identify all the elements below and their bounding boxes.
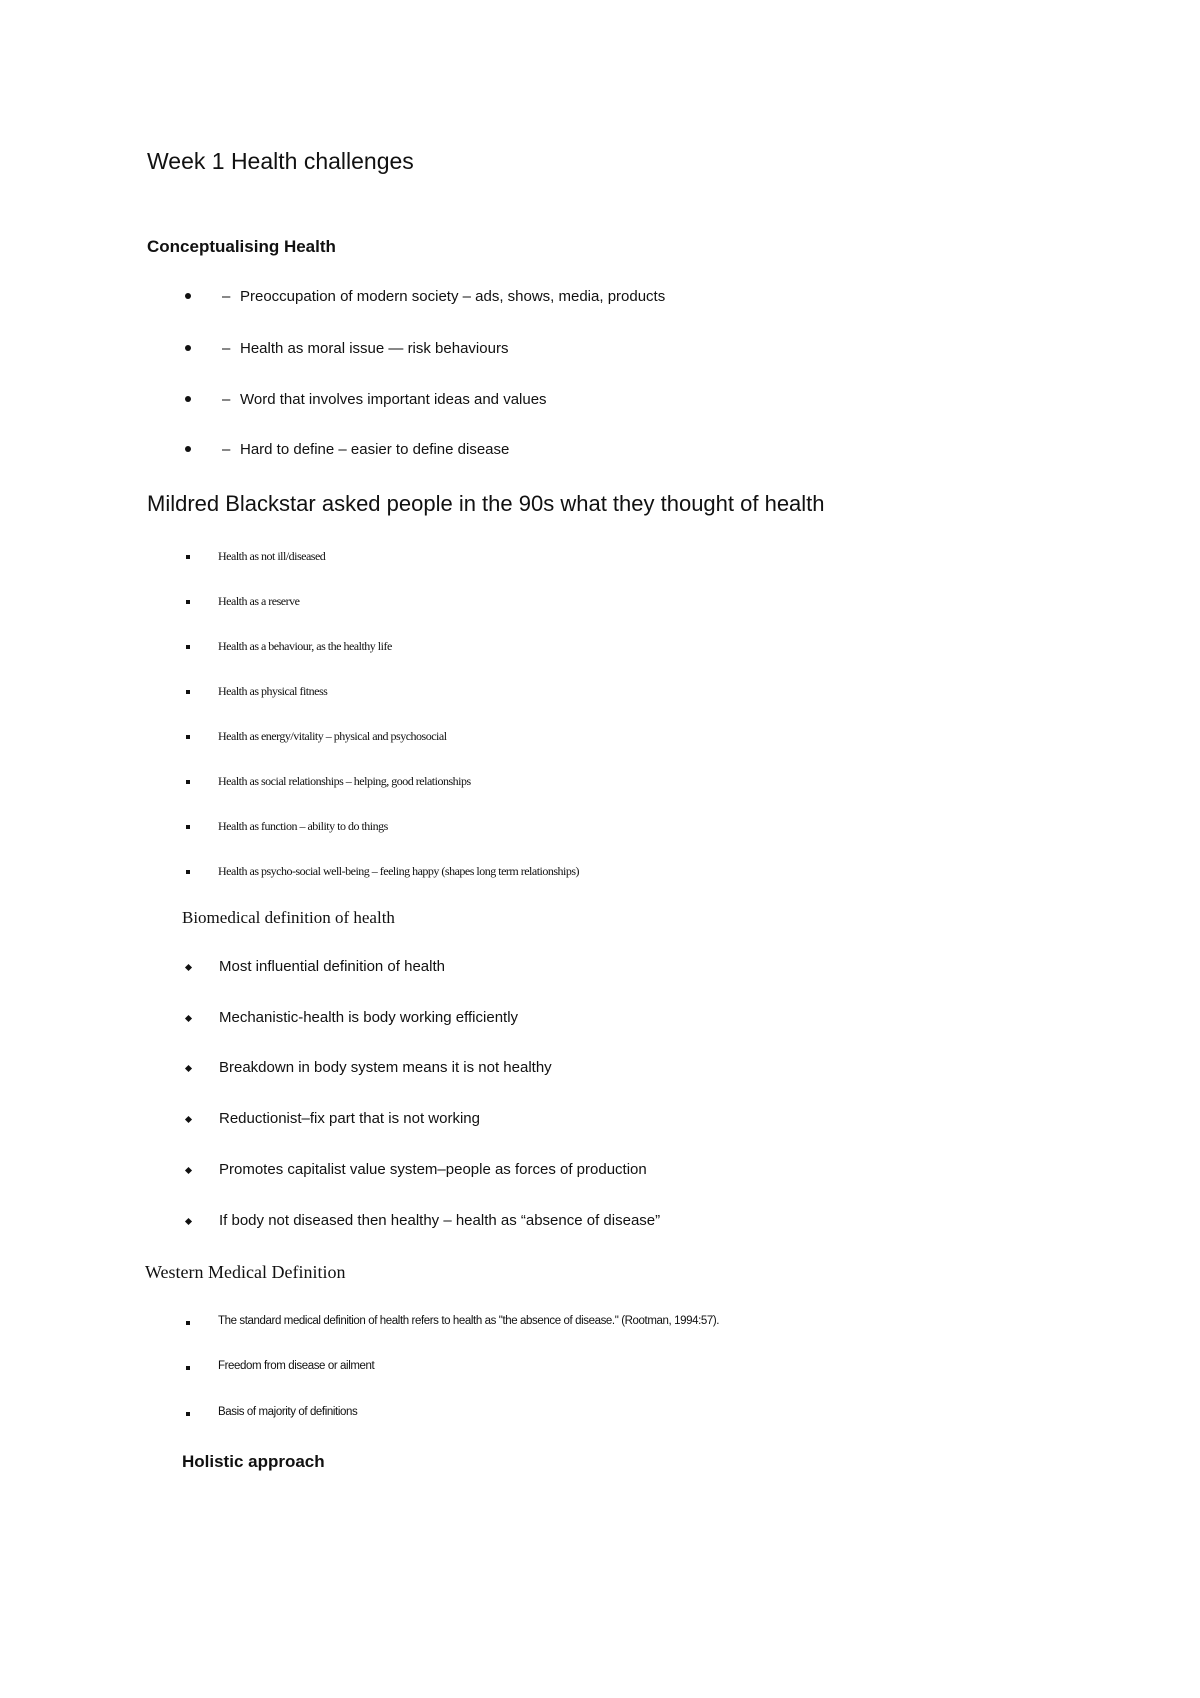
bullet-icon: [185, 446, 191, 452]
square-bullet-icon: [186, 555, 190, 559]
list-item: Breakdown in body system means it is not healthy: [219, 1059, 552, 1076]
square-bullet-icon: [186, 645, 190, 649]
dash: –: [222, 288, 231, 305]
square-bullet-icon: [186, 780, 190, 784]
square-bullet-icon: [186, 735, 190, 739]
list-item: Hard to define – easier to define disease: [240, 441, 510, 458]
dash: –: [222, 340, 231, 357]
bullet-icon: [185, 293, 191, 299]
list-item: If body not diseased then healthy – health as “absence of disease”: [219, 1212, 661, 1229]
diamond-bullet-icon: [185, 1167, 192, 1174]
list-item: Health as energy/vitality – physical and psychosocial: [218, 729, 447, 743]
list-item: Freedom from disease or ailment: [218, 1360, 375, 1372]
square-bullet-icon: [186, 825, 190, 829]
list-item: Word that involves important ideas and values: [240, 391, 547, 408]
list-item: The standard medical definition of health refers to health as "the absence of disease." (Rootman, 1994:57).: [218, 1315, 720, 1327]
list-item: Health as psycho-social well-being – feeling happy (shapes long term relationships): [218, 864, 580, 878]
list-item: Health as social relationships – helping, good relationships: [218, 774, 471, 788]
dash: –: [222, 441, 231, 458]
diamond-bullet-icon: [185, 1065, 192, 1072]
section-heading-blackstar: Mildred Blackstar asked people in the 90s what they thought of health: [147, 491, 825, 516]
list-item: Health as function – ability to do things: [218, 819, 388, 833]
section-heading-holistic: Holistic approach: [182, 1452, 325, 1471]
list-item: Most influential definition of health: [219, 958, 445, 975]
list-item: Basis of majority of definitions: [218, 1406, 358, 1418]
diamond-bullet-icon: [185, 1116, 192, 1123]
square-bullet-icon: [186, 870, 190, 874]
list-item: Promotes capitalist value system–people as forces of production: [219, 1161, 647, 1178]
page-title: Week 1 Health challenges: [147, 148, 414, 174]
square-bullet-icon: [186, 1321, 190, 1325]
list-item: Health as a behaviour, as the healthy life: [218, 639, 392, 653]
list-item: Reductionist–fix part that is not working: [219, 1110, 480, 1127]
section-heading-biomedical: Biomedical definition of health: [182, 908, 395, 927]
list-item: Preoccupation of modern society – ads, shows, media, products: [240, 288, 666, 305]
square-bullet-icon: [186, 600, 190, 604]
dash: –: [222, 391, 231, 408]
diamond-bullet-icon: [185, 964, 192, 971]
list-item: Health as physical fitness: [218, 684, 328, 698]
list-item: Health as not ill/diseased: [218, 549, 326, 563]
list-item: Health as a reserve: [218, 594, 300, 608]
square-bullet-icon: [186, 690, 190, 694]
list-item: Health as moral issue — risk behaviours: [240, 340, 509, 357]
square-bullet-icon: [186, 1366, 190, 1370]
bullet-icon: [185, 345, 191, 351]
diamond-bullet-icon: [185, 1015, 192, 1022]
bullet-icon: [185, 396, 191, 402]
square-bullet-icon: [186, 1412, 190, 1416]
section-heading-conceptualising: Conceptualising Health: [147, 237, 336, 256]
section-heading-western: Western Medical Definition: [145, 1262, 346, 1282]
diamond-bullet-icon: [185, 1218, 192, 1225]
list-item: Mechanistic-health is body working efficiently: [219, 1009, 519, 1026]
